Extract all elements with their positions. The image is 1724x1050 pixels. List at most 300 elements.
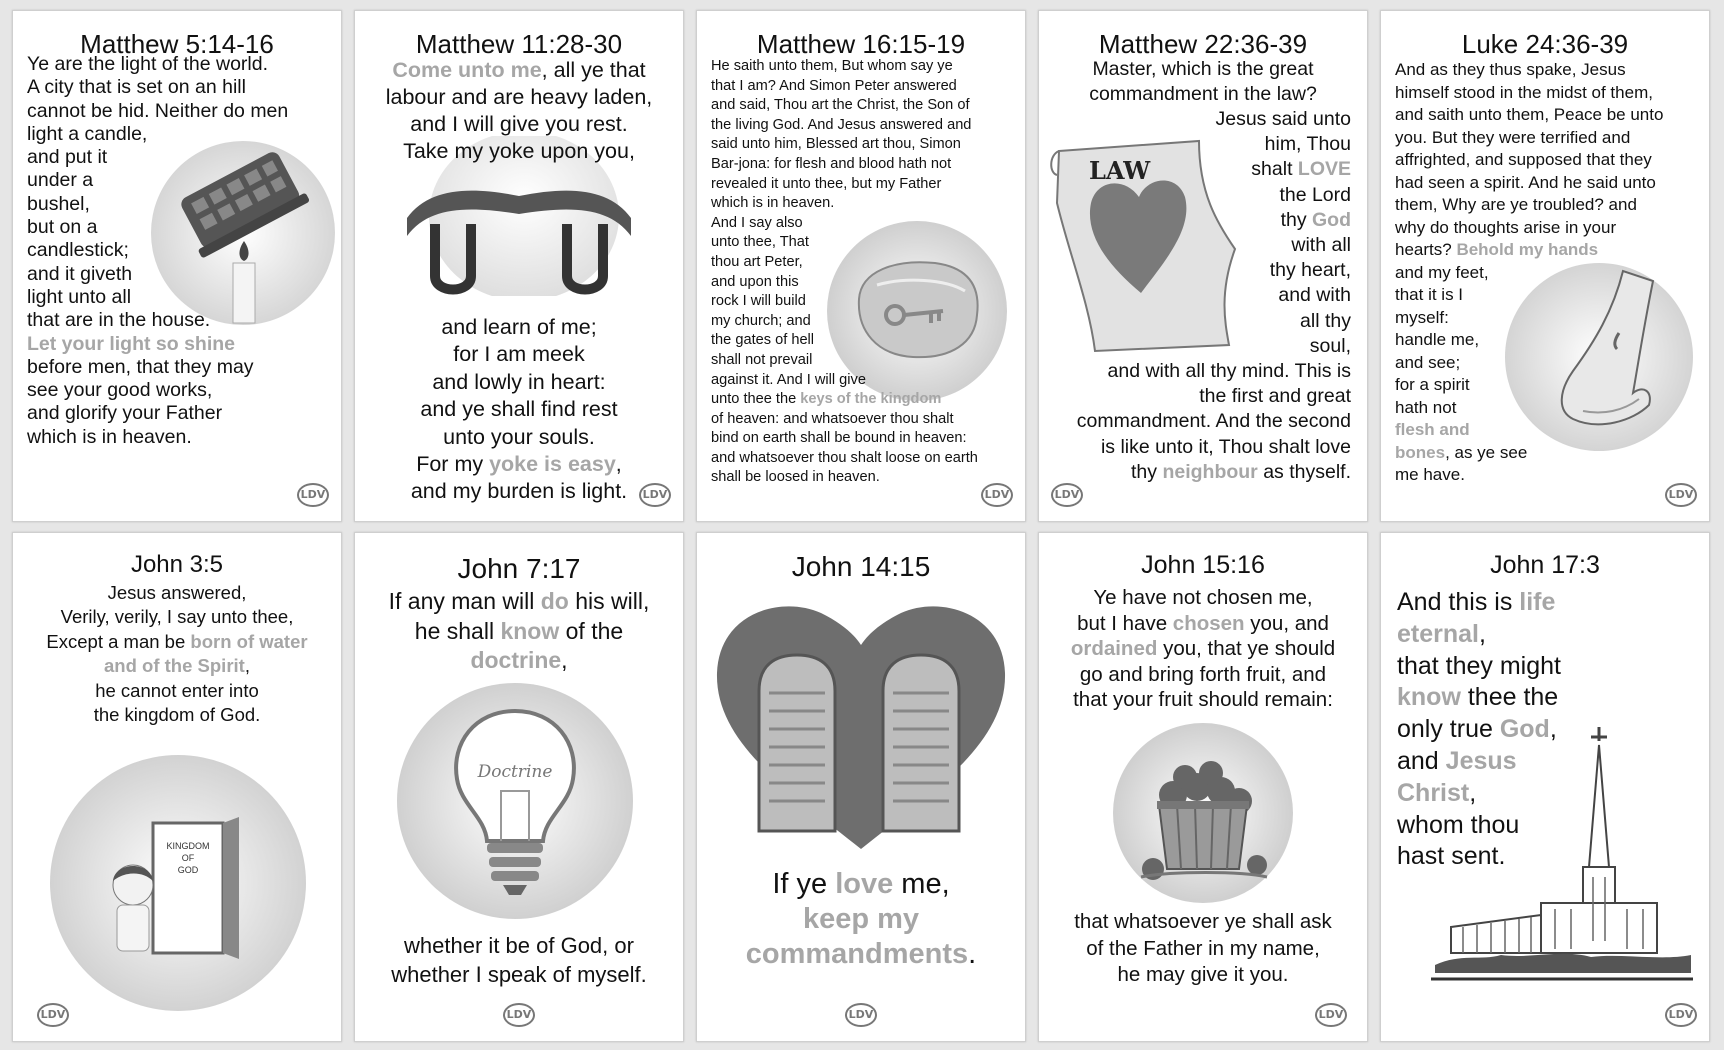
- text-line: [355, 57, 683, 84]
- text-line: [711, 96, 1017, 116]
- text-segment: ,: [615, 452, 622, 477]
- highlighted-text: doctrine: [470, 647, 562, 673]
- text-segment: And as they thus spake, Jesus: [1395, 60, 1626, 79]
- text-line: [1039, 909, 1367, 936]
- text-line: [711, 449, 1017, 469]
- text-segment: He saith unto them, But whom say ye: [711, 58, 953, 74]
- text-segment: and see;: [1395, 352, 1461, 372]
- text-line: [355, 478, 683, 505]
- text-line: [27, 216, 327, 239]
- text-segment: but I have: [1077, 611, 1173, 635]
- text-segment: why do thoughts arise in your: [1395, 217, 1617, 237]
- text-line: [711, 429, 1017, 449]
- text-line: [27, 239, 327, 262]
- text-segment: shall not prevail: [711, 351, 813, 368]
- ldv-logo: LDV: [1051, 483, 1083, 507]
- text-segment: whom thou: [1397, 810, 1520, 839]
- text-segment: he cannot enter into: [95, 679, 259, 701]
- text-segment: unto thee, That: [711, 234, 809, 251]
- ldv-logo: LDV: [297, 483, 329, 507]
- text-line: [711, 331, 1017, 351]
- text-segment: and my burden is light.: [410, 479, 628, 504]
- text-line: [1039, 962, 1367, 989]
- card-text-bottom: [355, 314, 683, 506]
- text-segment: and whatsoever thou shalt loose on earth: [711, 449, 978, 466]
- text-line: [1039, 611, 1367, 637]
- text-line: [697, 902, 1025, 937]
- text-line: [355, 424, 683, 451]
- door-label-line2: OF: [181, 853, 195, 863]
- scripture-card-matthew-11-28-30[interactable]: [354, 10, 684, 522]
- highlighted-text: know: [1397, 683, 1461, 712]
- text-segment: but on a: [27, 216, 98, 239]
- text-segment: .: [968, 938, 977, 970]
- text-line: [697, 937, 1025, 972]
- text-line: [355, 451, 683, 478]
- text-segment: and it giveth: [27, 262, 133, 285]
- highlighted-text: Jesus: [1445, 746, 1517, 775]
- scripture-card-john-3-5[interactable]: [12, 532, 342, 1042]
- text-segment: Ye have not chosen me,: [1093, 586, 1313, 609]
- text-line: [355, 931, 683, 960]
- card-text: [13, 581, 341, 727]
- text-line: [1051, 233, 1351, 258]
- text-line: [355, 587, 683, 617]
- text-segment: bind on earth shall be bound in heaven:: [711, 430, 967, 447]
- text-segment: ,: [1549, 715, 1557, 744]
- text-segment: ,: [244, 655, 250, 677]
- text-line: [1039, 662, 1367, 688]
- text-segment: my church; and: [711, 312, 811, 329]
- text-line: [711, 371, 1017, 391]
- text-segment: commandment. And the second: [1076, 410, 1351, 433]
- text-segment: For my: [416, 452, 490, 477]
- text-line: [355, 646, 683, 676]
- text-line: [1395, 419, 1705, 442]
- text-segment: you, and: [1244, 611, 1329, 635]
- highlighted-text: do: [540, 588, 569, 614]
- text-line: [27, 286, 327, 309]
- highlighted-text: Christ: [1397, 778, 1470, 807]
- text-segment: Ye are the light of the world.: [27, 53, 269, 75]
- text-line: [355, 84, 683, 111]
- text-line: [27, 169, 327, 192]
- text-segment: which is in heaven.: [27, 425, 192, 448]
- highlighted-text: neighbour: [1162, 460, 1258, 483]
- text-segment: bushel,: [27, 192, 90, 215]
- text-line: [355, 960, 683, 989]
- text-segment: against it. And I will give: [711, 371, 866, 388]
- text-segment: soul,: [1309, 334, 1351, 357]
- text-line: [1395, 59, 1705, 82]
- text-line: [13, 679, 341, 703]
- text-segment: you, that ye should: [1157, 637, 1336, 661]
- text-line: [27, 426, 327, 449]
- text-segment: candlestick;: [27, 239, 129, 262]
- text-segment: before men, that they may: [27, 355, 254, 378]
- text-segment: the gates of hell: [711, 332, 815, 349]
- text-line: [355, 138, 683, 165]
- text-segment: that whatsoever ye shall ask: [1074, 910, 1332, 933]
- highlighted-text: life eternal: [1397, 588, 1556, 648]
- text-line: [1395, 149, 1705, 172]
- temple-icon: [1421, 727, 1701, 997]
- text-line: [27, 309, 327, 332]
- text-line: [1051, 384, 1351, 409]
- door-child-icon: [43, 753, 313, 1013]
- text-line: [1395, 239, 1705, 262]
- text-segment: go and bring forth fruit, and: [1079, 662, 1327, 686]
- card-text-bottom: [697, 867, 1025, 972]
- text-segment: that are in the house.: [27, 309, 211, 332]
- text-segment: ,: [1469, 778, 1477, 807]
- highlighted-text: LOVE: [1297, 158, 1351, 181]
- text-segment: and put it: [27, 146, 108, 169]
- text-line: [13, 630, 341, 654]
- text-line: [27, 146, 327, 169]
- text-line: [1051, 208, 1351, 233]
- ldv-logo: LDV: [845, 1003, 877, 1027]
- text-segment: rock I will build: [711, 293, 806, 310]
- text-segment: and saith unto them, Peace be unto: [1395, 105, 1664, 124]
- text-line: [1395, 217, 1705, 240]
- text-line: [1039, 57, 1367, 82]
- text-segment: unto thee the: [711, 391, 801, 408]
- text-line: [711, 390, 1017, 410]
- text-segment: for a spirit: [1395, 375, 1470, 394]
- text-line: [1051, 359, 1351, 384]
- text-line: [27, 123, 327, 146]
- text-line: [711, 351, 1017, 371]
- text-segment: Bar-jona: for flesh and blood hath not: [711, 155, 952, 172]
- text-segment: shall be loosed in heaven.: [711, 469, 880, 486]
- text-line: [1051, 258, 1351, 283]
- text-line: [27, 333, 327, 356]
- text-segment: and I will give you rest.: [410, 112, 628, 136]
- highlighted-text: keys of the kingdom: [800, 391, 942, 408]
- text-line: [1395, 262, 1705, 285]
- card-title: John 3:5: [130, 551, 224, 578]
- text-segment: with all: [1291, 234, 1351, 257]
- text-line: [1051, 334, 1351, 359]
- text-segment: and upon this: [711, 273, 799, 290]
- text-segment: myself:: [1395, 307, 1449, 327]
- text-segment: the living God. And Jesus answered and: [711, 116, 972, 133]
- text-segment: And I say also: [711, 214, 803, 231]
- text-line: [27, 263, 327, 286]
- card-text-top: [1039, 57, 1367, 107]
- text-line: [711, 116, 1017, 136]
- text-line: [355, 111, 683, 138]
- card-text-top: [355, 587, 683, 676]
- scripture-card-john-17-3[interactable]: [1380, 532, 1710, 1042]
- text-segment: If ye: [772, 868, 836, 900]
- text-segment: and said, Thou art the Christ, the Son of: [711, 97, 970, 114]
- text-segment: that they might: [1397, 651, 1561, 680]
- lightbulb-icon: [395, 681, 635, 921]
- text-segment: and with all thy mind. This is: [1107, 360, 1351, 383]
- text-line: [711, 312, 1017, 332]
- text-segment: unto your souls.: [443, 424, 595, 449]
- text-line: [1039, 585, 1367, 611]
- text-segment: Except a man be: [46, 630, 191, 652]
- highlighted-text: chosen: [1172, 611, 1245, 635]
- text-line: [355, 341, 683, 368]
- ldv-logo: LDV: [37, 1003, 69, 1027]
- text-line: [27, 193, 327, 216]
- text-line: [711, 77, 1017, 97]
- text-line: [711, 194, 1017, 214]
- card-title: Matthew 16:15-19: [756, 29, 966, 59]
- text-segment: and learn of me;: [441, 315, 597, 339]
- card-title: Luke 24:36-39: [1461, 29, 1629, 59]
- text-segment: the Lord: [1279, 183, 1351, 206]
- text-segment: and my feet,: [1395, 262, 1489, 282]
- text-segment: thy heart,: [1269, 259, 1351, 282]
- text-segment: light unto all: [27, 285, 132, 308]
- text-line: [711, 155, 1017, 175]
- text-segment: thou art Peter,: [711, 253, 803, 270]
- text-segment: If any man will: [388, 588, 541, 614]
- ldv-logo: LDV: [981, 483, 1013, 507]
- text-line: [1051, 435, 1351, 460]
- text-segment: Jesus said unto: [1215, 108, 1351, 130]
- scripture-card-john-7-17[interactable]: [354, 532, 684, 1042]
- text-segment: all thy: [1300, 309, 1351, 332]
- text-segment: Verily, verily, I say unto thee,: [60, 606, 294, 628]
- text-line: [711, 135, 1017, 155]
- text-line: [1395, 329, 1705, 352]
- text-segment: me,: [893, 868, 950, 900]
- text-line: [355, 396, 683, 423]
- text-line: [1039, 636, 1367, 662]
- text-segment: of heaven: and whatsoever thou shalt: [711, 410, 954, 427]
- text-segment: which is in heaven.: [711, 195, 835, 212]
- text-segment: cannot be hid. Neither do men: [27, 99, 289, 122]
- text-segment: the kingdom of God.: [93, 704, 261, 726]
- highlighted-text: Behold my hands: [1456, 240, 1599, 259]
- text-segment: of the Father in my name,: [1086, 936, 1320, 960]
- text-line: [27, 402, 327, 425]
- text-segment: and glorify your Father: [27, 402, 223, 425]
- text-line: [1395, 352, 1705, 375]
- text-segment: him, Thou: [1264, 133, 1351, 156]
- card-text: [711, 57, 1017, 488]
- text-line: [1395, 284, 1705, 307]
- text-line: [1039, 687, 1367, 713]
- text-line: [1395, 374, 1705, 397]
- text-line: [1395, 82, 1705, 105]
- text-segment: handle me,: [1395, 330, 1480, 349]
- card-title: Matthew 11:28-30: [415, 29, 623, 59]
- text-line: [1395, 104, 1705, 127]
- text-segment: commandment in the law?: [1089, 83, 1317, 105]
- text-line: [355, 617, 683, 647]
- text-line: [697, 867, 1025, 902]
- card-text-top: [1039, 585, 1367, 713]
- text-segment: whether I speak of myself.: [391, 962, 647, 987]
- text-line: [13, 703, 341, 727]
- text-segment: he may give it you.: [1117, 963, 1289, 986]
- text-line: [711, 468, 1017, 488]
- text-segment: had seen a spirit. And he said unto: [1395, 172, 1656, 192]
- highlighted-text: Let your light so shine: [27, 332, 236, 355]
- text-segment: under a: [27, 169, 94, 192]
- fruit-basket-icon: [1111, 721, 1295, 905]
- text-segment: light a candle,: [27, 122, 148, 145]
- text-segment: the first and great: [1199, 385, 1351, 408]
- card-title: John 17:3: [1490, 551, 1600, 579]
- text-segment: hearts?: [1395, 240, 1457, 259]
- ldv-logo: LDV: [639, 483, 671, 507]
- text-line: [1051, 409, 1351, 434]
- text-segment: whether it be of God, or: [404, 933, 634, 958]
- text-line: [13, 605, 341, 629]
- text-segment: revealed it unto thee, but my Father: [711, 175, 942, 192]
- text-segment: Master, which is the great: [1092, 58, 1314, 80]
- highlighted-text: love: [835, 868, 894, 900]
- card-text: [27, 53, 327, 449]
- text-line: [27, 379, 327, 402]
- door-label-line3: GOD: [177, 865, 199, 875]
- card-text-right: [1051, 107, 1351, 485]
- text-segment: Take my yoke upon you,: [403, 139, 635, 163]
- ldv-logo: LDV: [1315, 1003, 1347, 1027]
- card-text-top: [355, 57, 683, 165]
- text-line: [1039, 936, 1367, 963]
- scripture-card-john-14-15[interactable]: [696, 532, 1026, 1042]
- text-line: [1395, 127, 1705, 150]
- text-line: [711, 175, 1017, 195]
- card-title: John 7:17: [457, 553, 581, 584]
- text-segment: and lowly in heart:: [432, 369, 606, 394]
- highlighted-text: bones: [1395, 442, 1446, 462]
- text-line: [27, 76, 327, 99]
- text-line: [355, 314, 683, 341]
- card-text-bottom: [355, 931, 683, 989]
- text-segment: that your fruit should remain:: [1073, 688, 1333, 712]
- scripture-card-matthew-22-36-39[interactable]: [1038, 10, 1368, 522]
- text-segment: his will,: [568, 588, 650, 614]
- text-line: [1051, 132, 1351, 157]
- text-segment: as thyself.: [1257, 460, 1351, 483]
- text-line: [711, 57, 1017, 77]
- tablets-heart-icon: [711, 593, 1011, 853]
- scripture-card-matthew-5-14-16[interactable]: [12, 10, 342, 522]
- text-segment: labour and are heavy laden,: [385, 85, 653, 109]
- text-segment: , all ye that: [541, 58, 646, 82]
- text-segment: shalt: [1251, 158, 1298, 181]
- text-line: [1395, 194, 1705, 217]
- text-segment: that I am? And Simon Peter answered: [711, 77, 957, 94]
- highlighted-text: flesh and: [1395, 420, 1470, 439]
- text-segment: you. But they were terrified and: [1395, 127, 1631, 147]
- text-segment: affrighted, and supposed that they: [1395, 150, 1652, 169]
- text-line: [1397, 682, 1637, 714]
- highlighted-text: God: [1312, 208, 1351, 231]
- text-line: [1395, 307, 1705, 330]
- text-line: [711, 233, 1017, 253]
- text-line: [355, 369, 683, 396]
- text-line: [1397, 587, 1637, 651]
- card-text: [1395, 59, 1705, 487]
- text-segment: them, Why are ye troubled? and: [1395, 195, 1637, 214]
- text-segment: of the: [559, 617, 624, 644]
- highlighted-text: ordained: [1070, 637, 1158, 661]
- highlighted-text: yoke is easy: [489, 452, 616, 477]
- text-line: [711, 410, 1017, 430]
- text-line: [27, 100, 327, 123]
- highlighted-text: and of the Spirit: [104, 655, 245, 677]
- text-segment: , as ye see: [1445, 442, 1528, 462]
- text-line: [711, 292, 1017, 312]
- text-line: [1051, 107, 1351, 132]
- text-segment: Jesus answered,: [107, 582, 247, 603]
- door-label-line1: KINGDOM: [166, 841, 210, 851]
- text-line: [711, 214, 1017, 234]
- text-segment: thy: [1280, 208, 1312, 231]
- text-segment: only true: [1397, 715, 1500, 744]
- text-line: [1051, 283, 1351, 308]
- text-line: [13, 654, 341, 678]
- card-title: Matthew 5:14-16: [80, 29, 274, 59]
- text-line: [1395, 397, 1705, 420]
- text-segment: me have.: [1395, 465, 1465, 484]
- text-segment: ,: [561, 647, 568, 673]
- highlighted-text: keep my: [802, 903, 920, 935]
- text-segment: himself stood in the midst of them,: [1395, 82, 1653, 102]
- ldv-logo: LDV: [1665, 483, 1697, 507]
- text-line: [711, 273, 1017, 293]
- law-label: LAW: [1089, 156, 1151, 185]
- text-line: [1051, 460, 1351, 485]
- text-line: [27, 53, 327, 76]
- text-line: [1395, 464, 1705, 487]
- text-segment: hast sent.: [1397, 842, 1506, 871]
- text-line: [1397, 651, 1637, 683]
- card-title: John 15:16: [1141, 551, 1265, 579]
- text-line: [13, 581, 341, 605]
- text-segment: said unto him, Blessed art thou, Simon: [711, 136, 961, 153]
- text-segment: is like unto it, Thou shalt love: [1100, 435, 1351, 458]
- text-line: [1051, 183, 1351, 208]
- ldv-logo: LDV: [1665, 1003, 1697, 1027]
- text-line: [1395, 442, 1705, 465]
- text-line: [27, 356, 327, 379]
- text-segment: ,: [1478, 619, 1486, 648]
- text-segment: and: [1397, 746, 1446, 775]
- text-line: [1051, 157, 1351, 182]
- text-line: [1051, 309, 1351, 334]
- text-segment: and with: [1278, 284, 1351, 307]
- text-segment: thy: [1131, 460, 1163, 483]
- scripture-card-matthew-16-15-19[interactable]: [696, 10, 1026, 522]
- scripture-card-luke-24-36-39[interactable]: [1380, 10, 1710, 522]
- text-segment: A city that is set on an hill: [27, 76, 246, 99]
- bulb-label: Doctrine: [477, 762, 553, 782]
- text-segment: hath not: [1395, 397, 1457, 417]
- card-title: John 14:15: [791, 551, 931, 582]
- text-segment: that it is I: [1395, 285, 1464, 304]
- text-line: [711, 253, 1017, 273]
- highlighted-text: commandments: [745, 938, 969, 970]
- scripture-card-john-15-16[interactable]: [1038, 532, 1368, 1042]
- highlighted-text: know: [500, 617, 560, 644]
- text-segment: And this is: [1397, 588, 1520, 616]
- highlighted-text: Come unto me: [392, 58, 542, 82]
- highlighted-text: born of water: [190, 630, 308, 652]
- text-line: [1395, 172, 1705, 195]
